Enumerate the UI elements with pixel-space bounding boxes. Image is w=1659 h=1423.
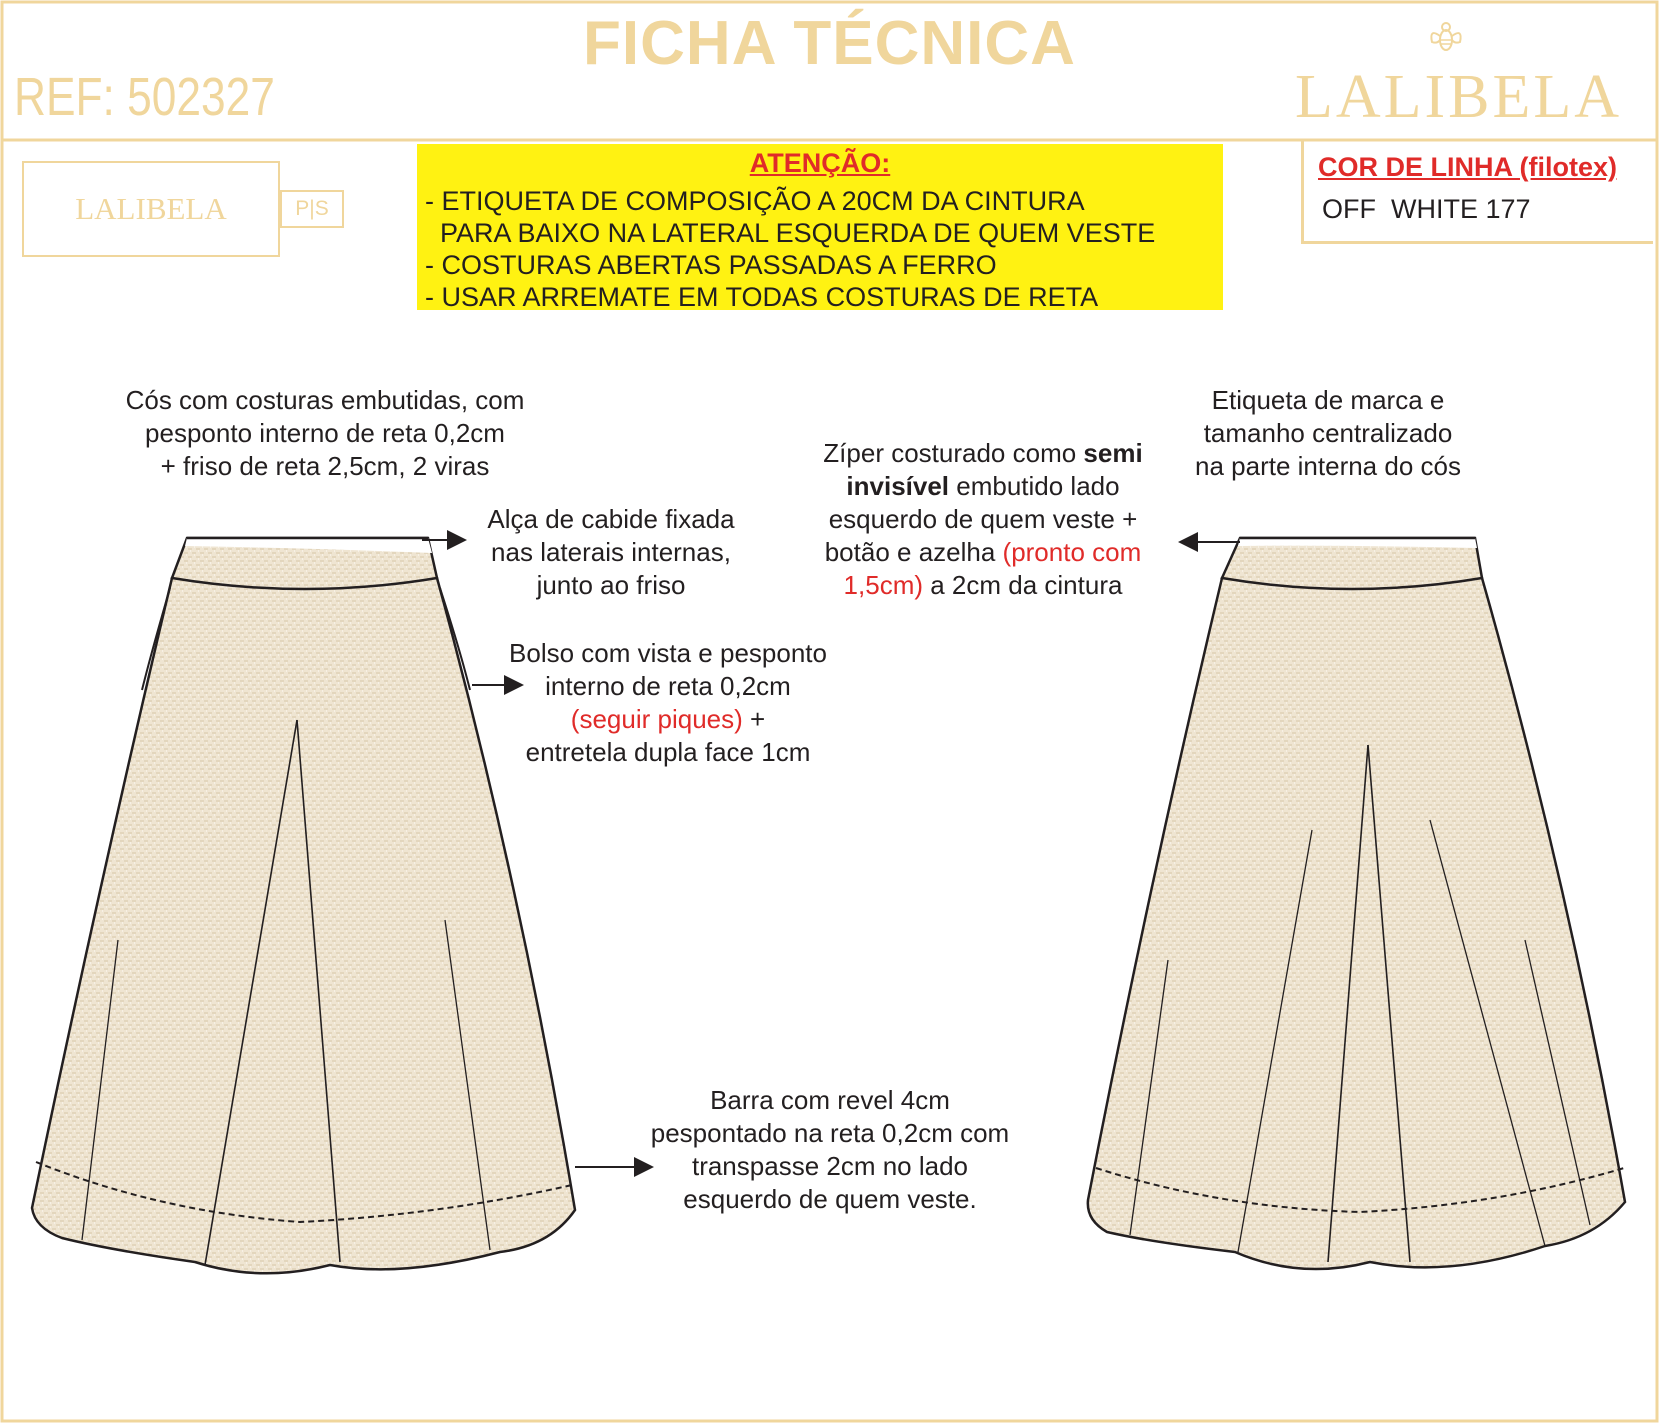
- back-skirt: [1088, 538, 1625, 1269]
- brand-label-note: [1168, 384, 1488, 483]
- hem-note: [620, 1084, 1040, 1216]
- attention-item: - COSTURAS ABERTAS PASSADAS A FERRO: [425, 250, 997, 280]
- note-line: Alça de cabide fixada: [487, 504, 735, 534]
- note-text: Zíper costurado como: [823, 438, 1084, 468]
- thread-color-value: OFF WHITE 177: [1322, 194, 1531, 224]
- note-line: esquerdo de quem veste +: [828, 504, 1138, 534]
- label-brand-text: LALIBELA: [75, 191, 227, 226]
- note-line: junto ao friso: [536, 570, 686, 600]
- note-line: interno de reta 0,2cm: [545, 671, 791, 701]
- note-line: [793, 569, 1173, 602]
- note-line: pespontado na reta 0,2cm com: [650, 1118, 1010, 1148]
- label-size-text: P|S: [295, 197, 329, 220]
- note-line: [793, 470, 1173, 503]
- note-bold-text: semi: [1083, 438, 1143, 468]
- note-red-text: (pronto com: [1002, 537, 1142, 567]
- page-title: FICHA TÉCNICA: [583, 9, 1076, 78]
- note-line: [793, 536, 1173, 569]
- waistband-note: [85, 384, 565, 483]
- note-line: [488, 703, 848, 736]
- hanger-loop-note: [466, 503, 756, 602]
- note-line: [793, 437, 1173, 470]
- note-line: esquerdo de quem veste.: [683, 1184, 977, 1214]
- note-text: +: [742, 704, 766, 734]
- note-line: transpasse 2cm no lado: [691, 1151, 969, 1181]
- note-line: na parte interna do cós: [1195, 451, 1461, 481]
- note-bold-text: invisível: [846, 471, 950, 501]
- note-text: embutido lado: [949, 471, 1120, 501]
- attention-item: - ETIQUETA DE COMPOSIÇÃO A 20CM DA CINTURA: [425, 186, 1085, 216]
- note-line: entretela dupla face 1cm: [525, 737, 811, 767]
- note-line: Etiqueta de marca e: [1211, 385, 1445, 415]
- note-line: + friso de reta 2,5cm, 2 viras: [160, 451, 490, 481]
- note-line: Bolso com vista e pesponto: [509, 638, 827, 668]
- note-line: nas laterais internas,: [491, 537, 731, 567]
- attention-title: ATENÇÃO:: [749, 148, 891, 178]
- back-skirt-body: [1088, 578, 1625, 1269]
- zipper-note: [793, 437, 1173, 602]
- note-text: a 2cm da cintura: [923, 570, 1123, 600]
- reference-number: REF: 502327: [14, 67, 275, 127]
- brand-logo: LALIBELA: [1295, 63, 1623, 131]
- note-red-text: (seguir piques): [570, 704, 743, 734]
- note-text: botão e azelha: [824, 537, 1003, 567]
- note-line: tamanho centralizado: [1203, 418, 1453, 448]
- note-red-text: 1,5cm): [843, 570, 924, 600]
- note-line: Barra com revel 4cm: [710, 1085, 950, 1115]
- attention-item: - USAR ARREMATE EM TODAS COSTURAS DE RETA: [425, 282, 1099, 312]
- pocket-note: [488, 637, 848, 769]
- thread-color-title: COR DE LINHA (filotex): [1318, 152, 1617, 182]
- note-line: Cós com costuras embutidas, com: [125, 385, 525, 415]
- note-line: pesponto interno de reta 0,2cm: [145, 418, 505, 448]
- attention-item: PARA BAIXO NA LATERAL ESQUERDA DE QUEM VESTE: [425, 218, 1156, 248]
